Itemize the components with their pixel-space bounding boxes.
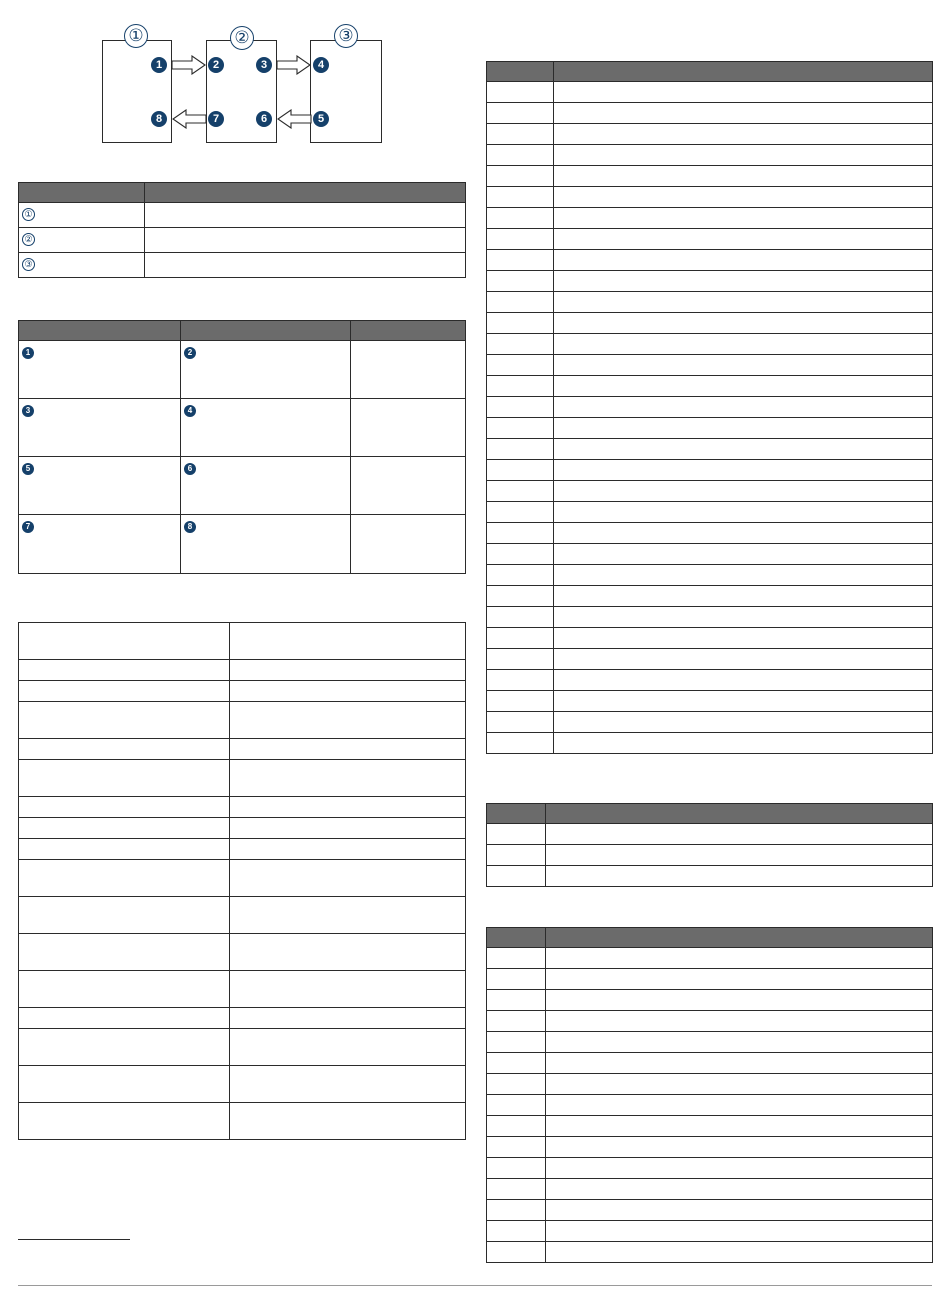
table-row	[19, 897, 466, 934]
table-row	[487, 271, 933, 292]
table-row	[19, 739, 466, 760]
table-row	[487, 866, 933, 887]
arrow-left-icon	[171, 109, 207, 129]
table-row	[487, 229, 933, 250]
table-row	[487, 990, 933, 1011]
table-row	[19, 1008, 466, 1029]
table-row	[487, 969, 933, 990]
table-row	[487, 397, 933, 418]
table-row	[19, 253, 466, 278]
table-row	[487, 355, 933, 376]
table-row	[19, 515, 466, 574]
port-8-icon: 8	[184, 521, 196, 533]
table-row	[19, 797, 466, 818]
table-row	[19, 623, 466, 660]
table-row	[487, 418, 933, 439]
table-row	[19, 934, 466, 971]
table-header	[19, 321, 466, 341]
table-row	[487, 1158, 933, 1179]
connection-diagram	[0, 0, 470, 160]
table-row	[487, 1137, 933, 1158]
table-header	[487, 804, 933, 824]
table-row	[19, 681, 466, 702]
table-row	[487, 1011, 933, 1032]
port-2-icon: 2	[208, 57, 224, 73]
footnote-divider	[18, 1239, 130, 1240]
table-row	[487, 1074, 933, 1095]
arrow-right-icon	[171, 55, 207, 75]
table-row	[487, 166, 933, 187]
port-5-icon: 5	[313, 111, 329, 127]
table-row	[487, 481, 933, 502]
table-row	[487, 124, 933, 145]
port-8-icon: 8	[151, 111, 167, 127]
port-table	[18, 320, 466, 574]
table-row	[19, 860, 466, 897]
port-3-icon: 3	[256, 57, 272, 73]
table-row	[487, 1179, 933, 1200]
table-row	[19, 228, 466, 253]
table-header	[487, 62, 933, 82]
port-6-icon: 6	[256, 111, 272, 127]
device-box-2	[206, 40, 277, 143]
table-row	[487, 544, 933, 565]
table-row	[487, 948, 933, 969]
port-3-icon: 3	[22, 405, 34, 417]
port-1-icon: 1	[151, 57, 167, 73]
port-6-icon: 6	[184, 463, 196, 475]
table-row	[19, 760, 466, 797]
table-row	[487, 733, 933, 754]
table-row	[487, 82, 933, 103]
table-row	[487, 208, 933, 229]
table-row	[487, 649, 933, 670]
device-number-2-icon: ②	[230, 26, 254, 50]
table-row	[19, 839, 466, 860]
table-row	[487, 313, 933, 334]
table-row	[487, 845, 933, 866]
table-row	[487, 565, 933, 586]
device-number-icon: ①	[22, 208, 35, 221]
table-row	[487, 1221, 933, 1242]
table-row	[19, 971, 466, 1008]
table-row	[19, 399, 466, 457]
table-row	[487, 1032, 933, 1053]
port-7-icon: 7	[208, 111, 224, 127]
device-box-1	[102, 40, 172, 143]
reference-table-1	[486, 61, 933, 754]
table-row	[487, 1053, 933, 1074]
port-4-icon: 4	[313, 57, 329, 73]
device-table	[18, 182, 466, 278]
table-row	[19, 1103, 466, 1140]
arrow-left-icon	[276, 109, 312, 129]
table-row	[19, 203, 466, 228]
table-header	[487, 928, 933, 948]
arrow-right-icon	[276, 55, 312, 75]
port-1-icon: 1	[22, 347, 34, 359]
spec-table	[18, 622, 466, 1140]
table-row	[19, 660, 466, 681]
reference-table-3	[486, 927, 933, 1263]
table-row	[487, 145, 933, 166]
port-2-icon: 2	[184, 347, 196, 359]
port-4-icon: 4	[184, 405, 196, 417]
table-row	[487, 460, 933, 481]
table-row	[487, 586, 933, 607]
table-row	[19, 341, 466, 399]
table-row	[487, 292, 933, 313]
table-row	[487, 523, 933, 544]
device-box-3	[310, 40, 382, 143]
table-row	[487, 250, 933, 271]
table-row	[19, 818, 466, 839]
table-row	[487, 824, 933, 845]
table-row	[487, 439, 933, 460]
table-row	[487, 502, 933, 523]
table-row	[19, 457, 466, 515]
table-row	[487, 103, 933, 124]
table-row	[19, 1029, 466, 1066]
device-number-icon: ③	[22, 258, 35, 271]
table-row	[19, 1066, 466, 1103]
device-number-1-icon: ①	[124, 24, 148, 48]
table-header	[19, 183, 466, 203]
reference-table-2	[486, 803, 933, 887]
table-row	[487, 628, 933, 649]
device-number-icon: ②	[22, 233, 35, 246]
table-row	[487, 187, 933, 208]
table-row	[487, 334, 933, 355]
table-row	[487, 712, 933, 733]
table-row	[487, 607, 933, 628]
table-row	[487, 376, 933, 397]
port-5-icon: 5	[22, 463, 34, 475]
table-row	[487, 1116, 933, 1137]
table-row	[487, 1200, 933, 1221]
table-row	[487, 1242, 933, 1263]
port-7-icon: 7	[22, 521, 34, 533]
table-row	[487, 691, 933, 712]
table-row	[487, 1095, 933, 1116]
page-footer-divider	[18, 1285, 932, 1286]
device-number-3-icon: ③	[334, 24, 358, 48]
table-row	[487, 670, 933, 691]
table-row	[19, 702, 466, 739]
